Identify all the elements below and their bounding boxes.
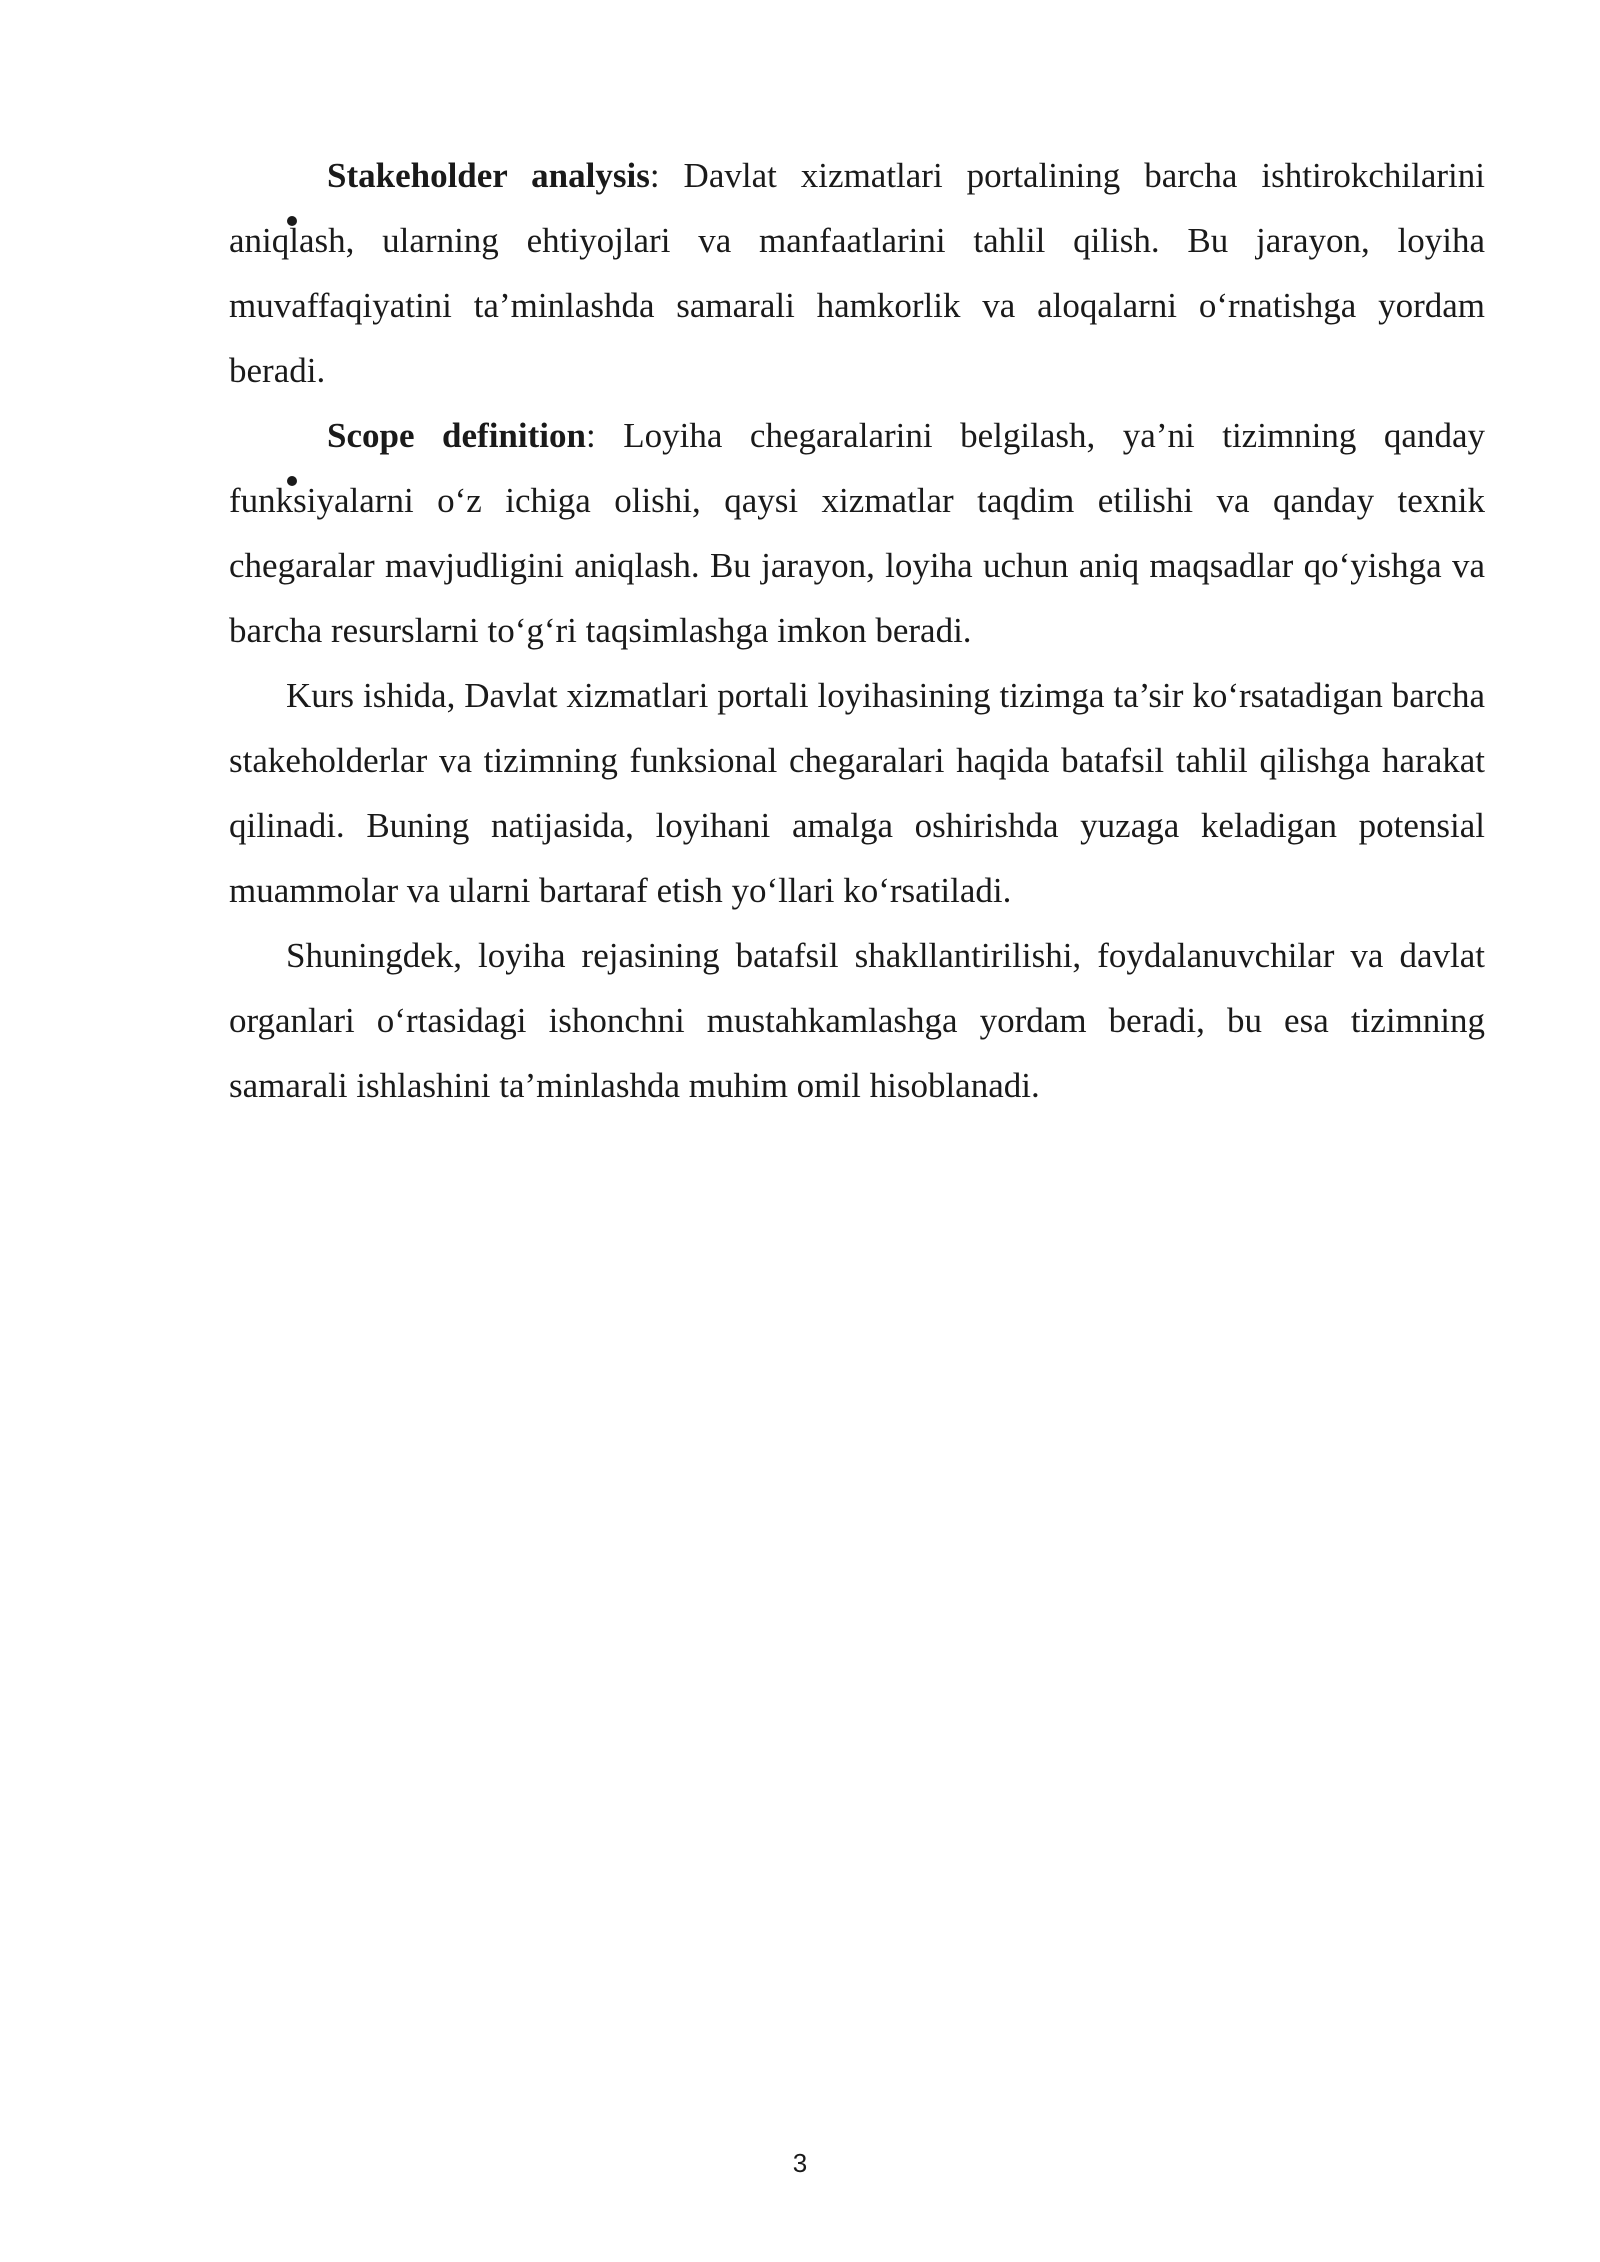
bullet-item-scope-definition — [229, 403, 1485, 663]
bullet-term: Stakeholder analysis — [327, 156, 650, 195]
page-body — [229, 143, 1485, 1118]
paragraph-shuningdek: Shuningdek, loyiha rejasining batafsil shakllantirilishi, foydalanuvchilar va davlat organlari o‘rtasidagi ishonchni mustahkamlashga yordam beradi, bu esa tizimning samarali ishlashini ta’minlashda muhim omil hisoblanadi. — [229, 936, 1485, 1105]
bullet-separator: : — [649, 156, 660, 195]
bullet-separator: : — [585, 416, 596, 455]
bullet-term: Scope definition — [327, 416, 586, 455]
bullet-text: Davlat xizmatlari portalining barcha ishtirokchilarini aniqlash, ularning ehtiyojlari va manfaatlarini tahlil qilish. Bu jarayon, loyiha muvaffaqiyatini ta’minlashda samarali hamkorlik va aloqalarni o‘rnatishga yordam beradi. — [229, 156, 1485, 390]
page-number: 3 — [792, 2148, 808, 2178]
bullet-item-stakeholder-analysis — [229, 143, 1485, 403]
paragraph-kurs-ishida: Kurs ishida, Davlat xizmatlari portali loyihasining tizimga ta’sir ko‘rsatadigan barcha stakeholderlar va tizimning funksional chegaralari haqida batafsil tahlil qilishga harakat qilinadi. Buning natijasida, loyihani amalga oshirishda yuzaga keladigan potensial muammolar va ularni bartaraf etish yo‘llari ko‘rsatiladi. — [229, 676, 1485, 910]
bullet-text: Loyiha chegaralarini belgilash, ya’ni tizimning qanday funksiyalarni o‘z ichiga olishi, qaysi xizmatlar taqdim etilishi va qanday texnik chegaralar mavjudligini aniqlash. Bu jarayon, loyiha uchun aniq maqsadlar qo‘yishga va barcha resurslarni to‘g‘ri taqsimlashga imkon beradi. — [229, 416, 1486, 650]
